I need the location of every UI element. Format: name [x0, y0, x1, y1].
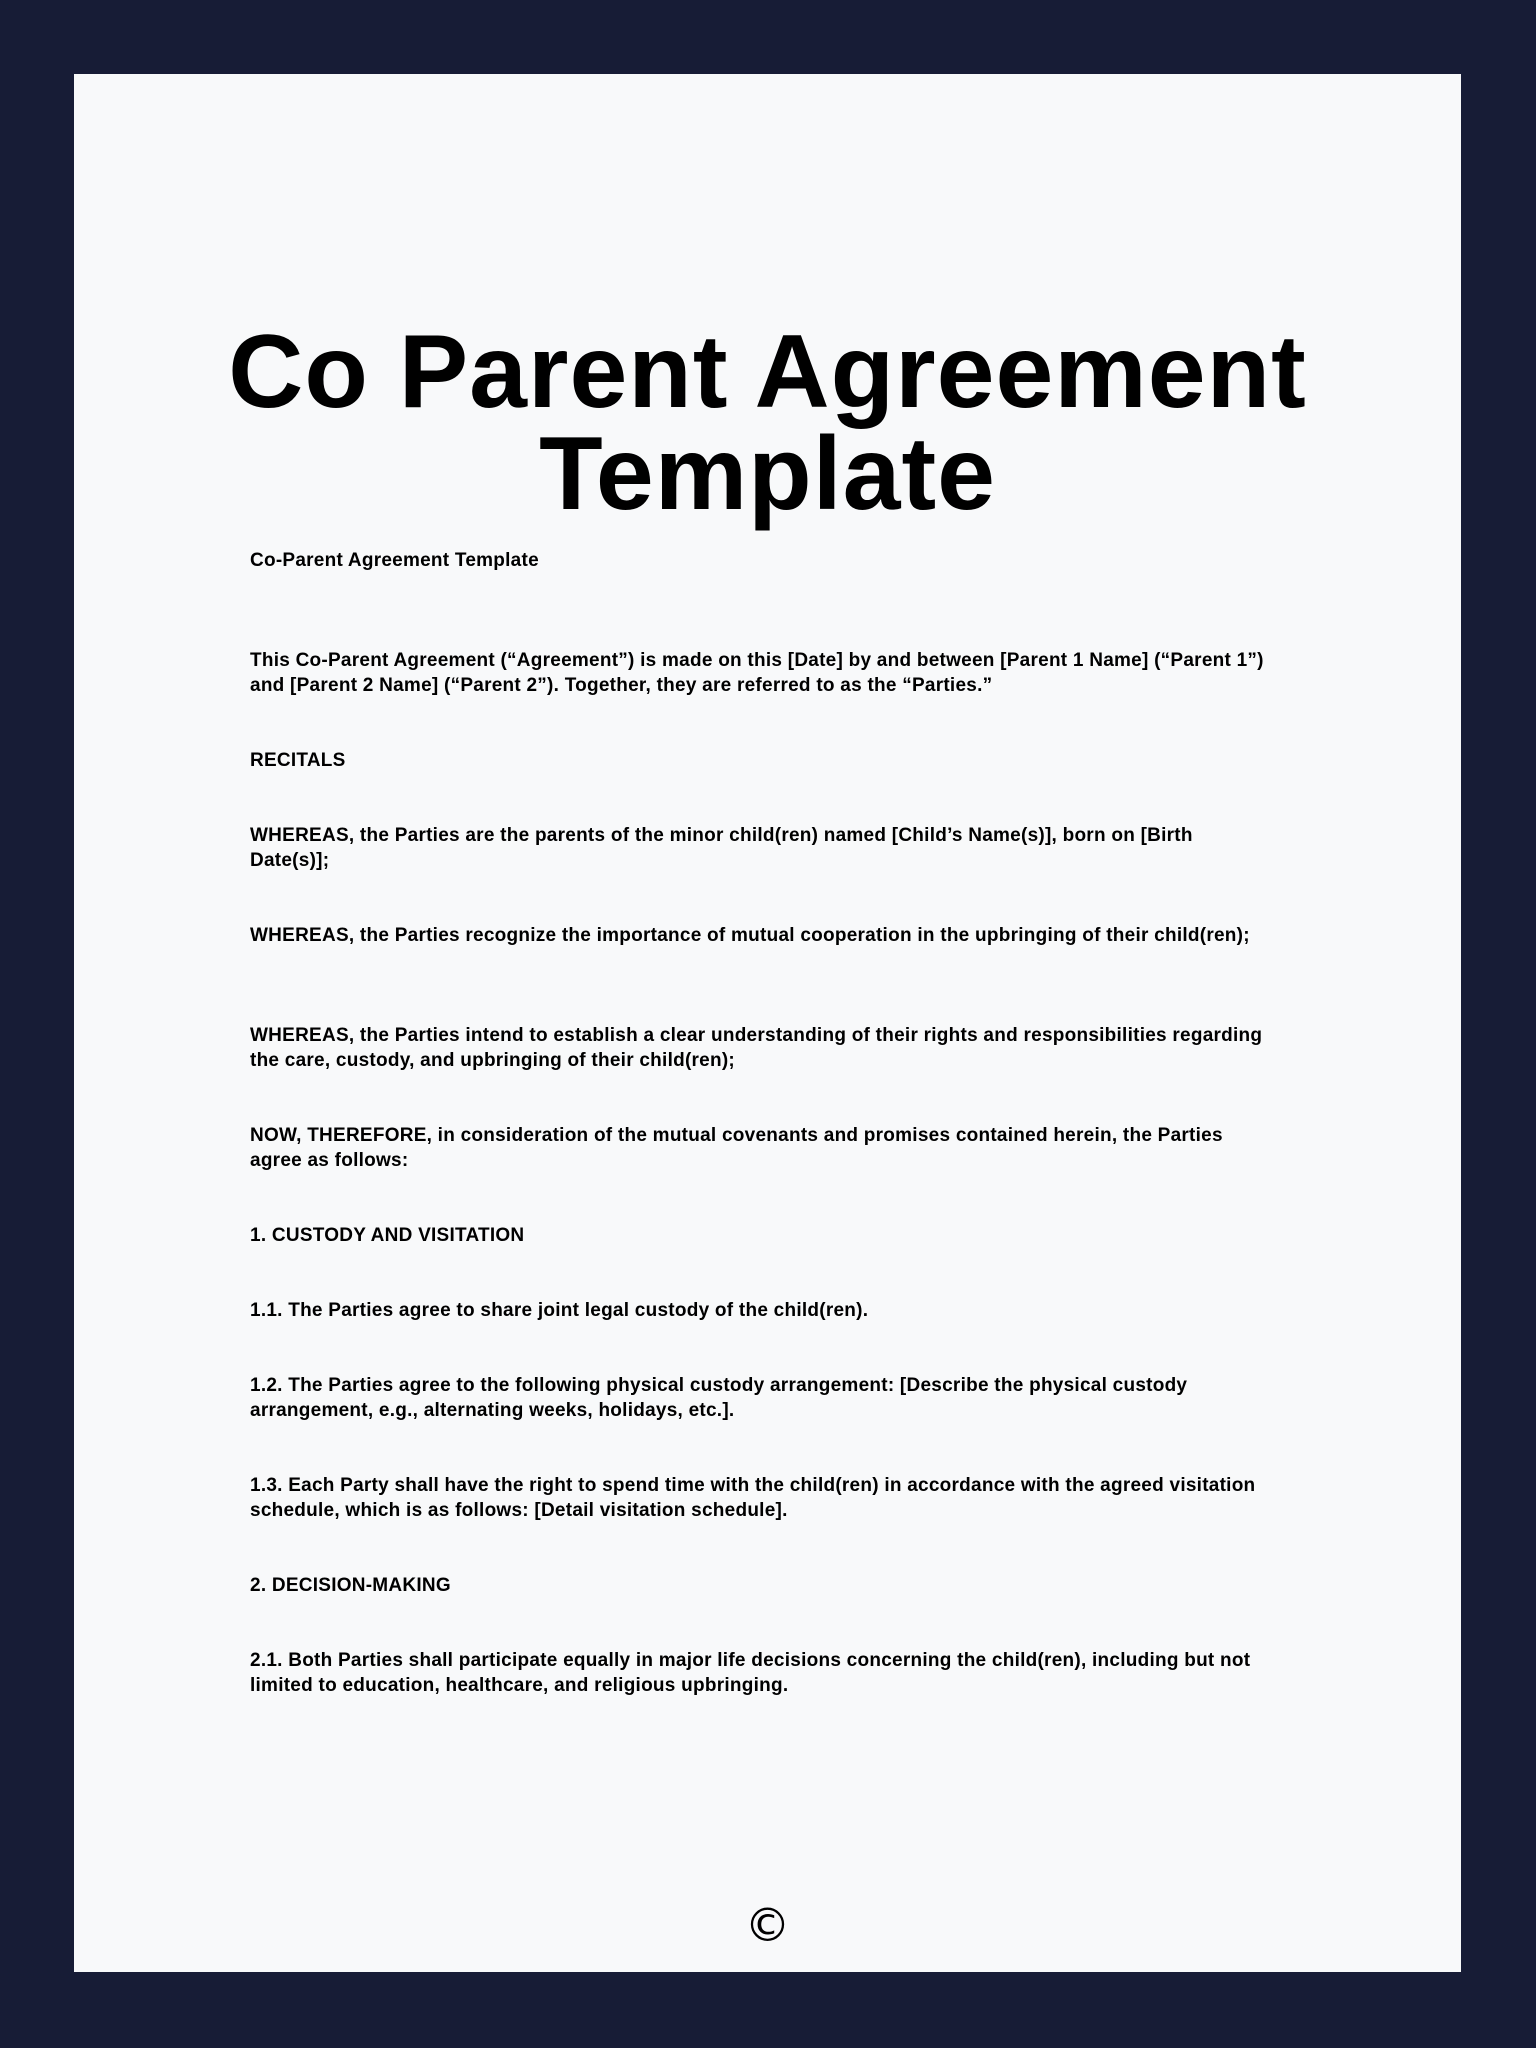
section-heading-decision-making: 2. DECISION-MAKING	[250, 1575, 451, 1596]
intro-paragraph: This Co-Parent Agreement (“Agreement”) is made on this [Date] by and between [Parent 1 Name] (“Parent 1”) and [Parent 2 Name] (“Parent 2”). Together, they are referred to as the “Parties.”	[250, 650, 1264, 696]
recitals-heading: RECITALS	[250, 750, 346, 771]
recital-paragraph: WHEREAS, the Parties are the parents of the minor child(ren) named [Child’s Name(s)], born on [Birth Date(s)];	[250, 825, 1193, 871]
document-title	[74, 314, 1461, 532]
document-page	[74, 74, 1461, 1972]
copyright-icon: ©	[744, 1898, 791, 1952]
clause-paragraph: 1.3. Each Party shall have the right to spend time with the child(ren) in accordance with the agreed visitation schedule, which is as follows: [Detail visitation schedule].	[250, 1475, 1256, 1521]
clause-paragraph: 1.1. The Parties agree to share joint legal custody of the child(ren).	[250, 1300, 869, 1321]
clause-paragraph: 2.1. Both Parties shall participate equally in major life decisions concerning the child(ren), including but not limited to education, healthcare, and religious upbringing.	[250, 1650, 1251, 1696]
section-heading-custody: 1. CUSTODY AND VISITATION	[250, 1225, 525, 1246]
document-title-line-2: Template	[539, 416, 996, 532]
clause-paragraph: 1.2. The Parties agree to the following physical custody arrangement: [Describe the physical custody arrangement, e.g., alternating weeks, holidays, etc.].	[250, 1375, 1188, 1421]
subtitle-heading: Co-Parent Agreement Template	[250, 550, 539, 571]
recital-paragraph: WHEREAS, the Parties recognize the importance of mutual cooperation in the upbringing of their child(ren);	[250, 925, 1250, 946]
therefore-paragraph: NOW, THEREFORE, in consideration of the mutual covenants and promises contained herein, the Parties agree as follows:	[250, 1125, 1223, 1171]
document-title-line-1: Co Parent Agreement	[228, 314, 1307, 430]
recital-paragraph: WHEREAS, the Parties intend to establish a clear understanding of their rights and responsibilities regarding the care, custody, and upbringing of their child(ren);	[250, 1025, 1263, 1071]
